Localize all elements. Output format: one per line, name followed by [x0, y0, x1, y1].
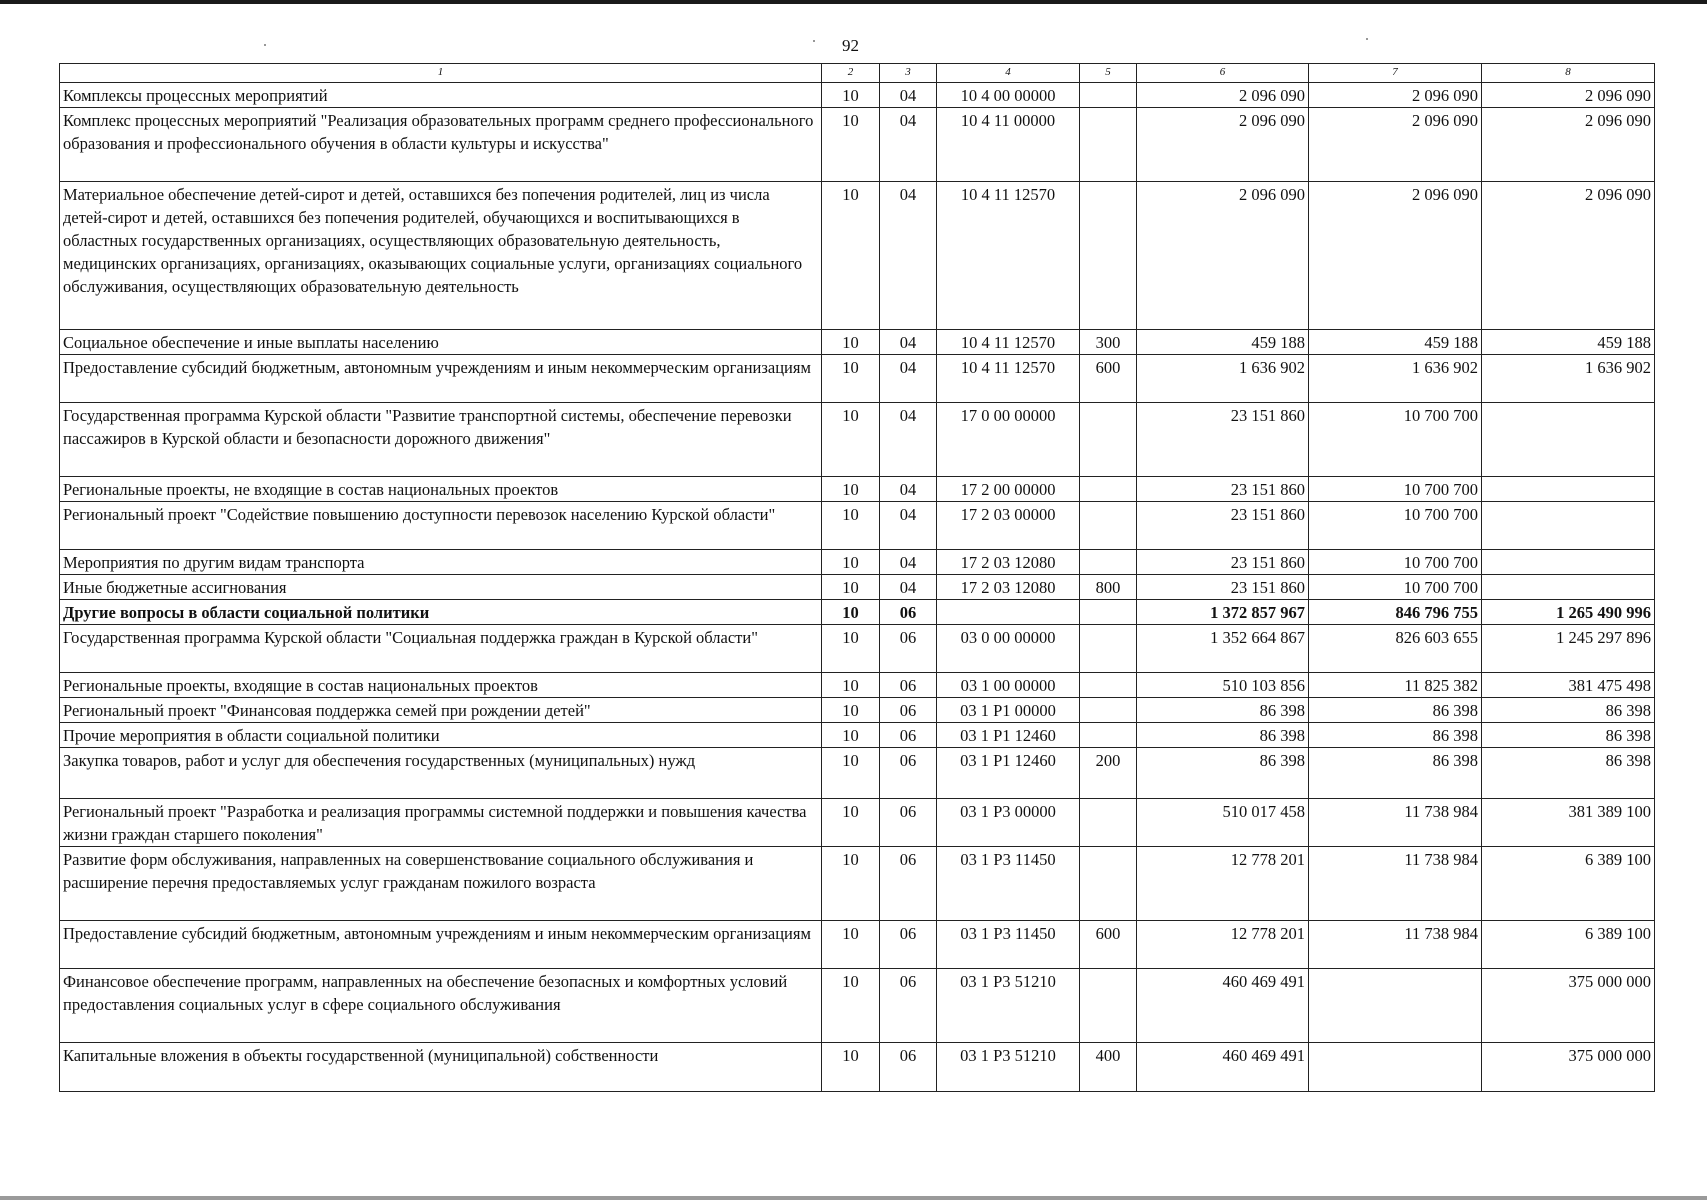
expense-type-code: 600: [1080, 355, 1137, 403]
expense-type-code: [1080, 403, 1137, 477]
amount-col-6: 1 352 664 867: [1137, 625, 1309, 673]
target-article-code: 03 1 P3 11450: [937, 847, 1080, 921]
amount-col-8: 2 096 090: [1482, 83, 1655, 108]
amount-col-7: 459 188: [1309, 330, 1482, 355]
amount-col-6: 1 636 902: [1137, 355, 1309, 403]
page-number-text: 92: [842, 36, 859, 55]
table-row: [60, 182, 1655, 330]
row-name: Финансовое обеспечение программ, направленных на обеспечение безопасных и комфортных условий предоставления социальных услуг в сфере социального обслуживания: [60, 969, 822, 1043]
section-code: 10: [822, 600, 880, 625]
row-name: Региональный проект "Финансовая поддержка семей при рождении детей": [60, 698, 822, 723]
subsection-code: 04: [880, 182, 937, 330]
table-row: [60, 600, 1655, 625]
amount-col-6: 2 096 090: [1137, 108, 1309, 182]
expense-type-code: [1080, 600, 1137, 625]
amount-col-8: 375 000 000: [1482, 1043, 1655, 1092]
amount-col-6: 23 151 860: [1137, 477, 1309, 502]
target-article-code: 03 1 P1 00000: [937, 698, 1080, 723]
expense-type-code: 800: [1080, 575, 1137, 600]
amount-col-8: 2 096 090: [1482, 108, 1655, 182]
expense-type-code: [1080, 698, 1137, 723]
row-name: Комплекс процессных мероприятий "Реализация образовательных программ среднего профессионального образования и профессионального обучения в области культуры и искусства": [60, 108, 822, 182]
amount-col-8: [1482, 403, 1655, 477]
table-row: [60, 748, 1655, 799]
subsection-code: 06: [880, 799, 937, 847]
table-row: [60, 550, 1655, 575]
subsection-code: 06: [880, 600, 937, 625]
budget-table: [59, 63, 1655, 1092]
section-code: 10: [822, 698, 880, 723]
amount-col-8: 2 096 090: [1482, 182, 1655, 330]
row-name: Региональный проект "Содействие повышению доступности перевозок населению Курской области": [60, 502, 822, 550]
subsection-code: 04: [880, 477, 937, 502]
column-number: 7: [1309, 64, 1482, 83]
table-row: [60, 477, 1655, 502]
table-row: [60, 921, 1655, 969]
amount-col-7: 2 096 090: [1309, 83, 1482, 108]
subsection-code: 06: [880, 673, 937, 698]
amount-col-7: 11 738 984: [1309, 921, 1482, 969]
row-name: Государственная программа Курской области "Социальная поддержка граждан в Курской области": [60, 625, 822, 673]
section-code: 10: [822, 921, 880, 969]
expense-type-code: 200: [1080, 748, 1137, 799]
amount-col-8: 1 245 297 896: [1482, 625, 1655, 673]
subsection-code: 04: [880, 108, 937, 182]
table-row: [60, 108, 1655, 182]
amount-col-6: 23 151 860: [1137, 403, 1309, 477]
amount-col-6: 12 778 201: [1137, 847, 1309, 921]
row-name: Предоставление субсидий бюджетным, автономным учреждениям и иным некоммерческим организациям: [60, 921, 822, 969]
section-code: 10: [822, 723, 880, 748]
amount-col-7: 2 096 090: [1309, 182, 1482, 330]
section-code: 10: [822, 799, 880, 847]
target-article-code: 10 4 11 12570: [937, 355, 1080, 403]
table-row: [60, 355, 1655, 403]
table-row: [60, 698, 1655, 723]
expense-type-code: [1080, 673, 1137, 698]
expense-type-code: 300: [1080, 330, 1137, 355]
column-number: 2: [822, 64, 880, 83]
section-code: 10: [822, 575, 880, 600]
table-row: [60, 502, 1655, 550]
row-name: Другие вопросы в области социальной политики: [60, 600, 822, 625]
amount-col-7: 10 700 700: [1309, 403, 1482, 477]
row-name: Капитальные вложения в объекты государственной (муниципальной) собственности: [60, 1043, 822, 1092]
section-code: 10: [822, 673, 880, 698]
amount-col-7: [1309, 1043, 1482, 1092]
table-row: [60, 799, 1655, 847]
table-body: [60, 83, 1655, 1092]
subsection-code: 06: [880, 698, 937, 723]
expense-type-code: 600: [1080, 921, 1137, 969]
scan-edge-bottom: [0, 1196, 1707, 1200]
table-row: [60, 969, 1655, 1043]
row-name: Региональные проекты, не входящие в состав национальных проектов: [60, 477, 822, 502]
amount-col-6: 459 188: [1137, 330, 1309, 355]
scan-edge-top: [0, 0, 1707, 4]
subsection-code: 04: [880, 355, 937, 403]
amount-col-7: 2 096 090: [1309, 108, 1482, 182]
amount-col-8: 86 398: [1482, 748, 1655, 799]
subsection-code: 06: [880, 969, 937, 1043]
row-name: Предоставление субсидий бюджетным, автономным учреждениям и иным некоммерческим организациям: [60, 355, 822, 403]
expense-type-code: [1080, 502, 1137, 550]
subsection-code: 06: [880, 847, 937, 921]
row-name: Социальное обеспечение и иные выплаты населению: [60, 330, 822, 355]
section-code: 10: [822, 748, 880, 799]
table-row: [60, 847, 1655, 921]
amount-col-8: 1 636 902: [1482, 355, 1655, 403]
target-article-code: 17 0 00 00000: [937, 403, 1080, 477]
table-row: [60, 625, 1655, 673]
column-number: 3: [880, 64, 937, 83]
column-number: 8: [1482, 64, 1655, 83]
page-number: [0, 36, 1707, 56]
amount-col-8: [1482, 502, 1655, 550]
table-row: [60, 83, 1655, 108]
expense-type-code: 400: [1080, 1043, 1137, 1092]
column-number-row: [60, 64, 1655, 83]
subsection-code: 04: [880, 83, 937, 108]
amount-col-6: 1 372 857 967: [1137, 600, 1309, 625]
table-row: [60, 330, 1655, 355]
table-row: [60, 673, 1655, 698]
section-code: 10: [822, 83, 880, 108]
target-article-code: 03 1 P3 00000: [937, 799, 1080, 847]
amount-col-8: 6 389 100: [1482, 921, 1655, 969]
section-code: 10: [822, 1043, 880, 1092]
row-name: Развитие форм обслуживания, направленных на совершенствование социального обслуживания и расширение перечня предоставляемых услуг гражданам пожилого возраста: [60, 847, 822, 921]
section-code: 10: [822, 330, 880, 355]
amount-col-8: 1 265 490 996: [1482, 600, 1655, 625]
column-number: 4: [937, 64, 1080, 83]
row-name: Иные бюджетные ассигнования: [60, 575, 822, 600]
amount-col-8: [1482, 575, 1655, 600]
target-article-code: 03 0 00 00000: [937, 625, 1080, 673]
subsection-code: 06: [880, 723, 937, 748]
section-code: 10: [822, 477, 880, 502]
amount-col-7: 10 700 700: [1309, 477, 1482, 502]
target-article-code: 10 4 11 12570: [937, 330, 1080, 355]
amount-col-8: 375 000 000: [1482, 969, 1655, 1043]
amount-col-8: 459 188: [1482, 330, 1655, 355]
amount-col-7: 1 636 902: [1309, 355, 1482, 403]
expense-type-code: [1080, 550, 1137, 575]
column-number: 1: [60, 64, 822, 83]
expense-type-code: [1080, 723, 1137, 748]
amount-col-7: 10 700 700: [1309, 575, 1482, 600]
row-name: Региональный проект "Разработка и реализация программы системной поддержки и повышения качества жизни граждан старшего поколения": [60, 799, 822, 847]
subsection-code: 04: [880, 575, 937, 600]
target-article-code: 10 4 11 12570: [937, 182, 1080, 330]
subsection-code: 06: [880, 921, 937, 969]
expense-type-code: [1080, 625, 1137, 673]
amount-col-8: 6 389 100: [1482, 847, 1655, 921]
amount-col-8: 381 389 100: [1482, 799, 1655, 847]
target-article-code: 17 2 00 00000: [937, 477, 1080, 502]
amount-col-6: 510 103 856: [1137, 673, 1309, 698]
target-article-code: 17 2 03 00000: [937, 502, 1080, 550]
target-article-code: 03 1 00 00000: [937, 673, 1080, 698]
section-code: 10: [822, 625, 880, 673]
amount-col-8: 86 398: [1482, 723, 1655, 748]
target-article-code: 03 1 P3 51210: [937, 1043, 1080, 1092]
target-article-code: [937, 600, 1080, 625]
row-name: Мероприятия по другим видам транспорта: [60, 550, 822, 575]
table-row: [60, 1043, 1655, 1092]
table-row: [60, 723, 1655, 748]
subsection-code: 06: [880, 748, 937, 799]
amount-col-7: 10 700 700: [1309, 550, 1482, 575]
amount-col-6: 2 096 090: [1137, 182, 1309, 330]
column-number: 5: [1080, 64, 1137, 83]
expense-type-code: [1080, 182, 1137, 330]
row-name: Закупка товаров, работ и услуг для обеспечения государственных (муниципальных) нужд: [60, 748, 822, 799]
expense-type-code: [1080, 108, 1137, 182]
amount-col-8: 381 475 498: [1482, 673, 1655, 698]
amount-col-6: 86 398: [1137, 723, 1309, 748]
target-article-code: 17 2 03 12080: [937, 550, 1080, 575]
subsection-code: 04: [880, 403, 937, 477]
amount-col-8: [1482, 550, 1655, 575]
amount-col-6: 23 151 860: [1137, 502, 1309, 550]
amount-col-7: 11 825 382: [1309, 673, 1482, 698]
subsection-code: 04: [880, 550, 937, 575]
expense-type-code: [1080, 847, 1137, 921]
amount-col-7: 11 738 984: [1309, 799, 1482, 847]
amount-col-6: 12 778 201: [1137, 921, 1309, 969]
column-number: 6: [1137, 64, 1309, 83]
amount-col-6: 2 096 090: [1137, 83, 1309, 108]
section-code: 10: [822, 182, 880, 330]
target-article-code: 03 1 P1 12460: [937, 723, 1080, 748]
section-code: 10: [822, 355, 880, 403]
amount-col-7: 86 398: [1309, 748, 1482, 799]
amount-col-6: 23 151 860: [1137, 575, 1309, 600]
target-article-code: 03 1 P3 51210: [937, 969, 1080, 1043]
subsection-code: 04: [880, 502, 937, 550]
expense-type-code: [1080, 799, 1137, 847]
section-code: 10: [822, 969, 880, 1043]
amount-col-8: [1482, 477, 1655, 502]
subsection-code: 06: [880, 1043, 937, 1092]
section-code: 10: [822, 502, 880, 550]
target-article-code: 03 1 P3 11450: [937, 921, 1080, 969]
amount-col-7: 826 603 655: [1309, 625, 1482, 673]
amount-col-6: 460 469 491: [1137, 1043, 1309, 1092]
row-name: Региональные проекты, входящие в состав национальных проектов: [60, 673, 822, 698]
row-name: Материальное обеспечение детей-сирот и детей, оставшихся без попечения родителей, лиц из числа детей-сирот и детей, оставшихся без попечения родителей, обучающихся и воспитывающихся в областных государственных организациях, осуществляющих образовательную деятельность, медицинских организациях, организациях, оказывающих социальные услуги, организациях социального обслуживания, осуществляющих образовательную деятельность: [60, 182, 822, 330]
subsection-code: 04: [880, 330, 937, 355]
amount-col-7: 846 796 755: [1309, 600, 1482, 625]
section-code: 10: [822, 847, 880, 921]
amount-col-6: 460 469 491: [1137, 969, 1309, 1043]
row-name: Государственная программа Курской области "Развитие транспортной системы, обеспечение перевозки пассажиров в Курской области и безопасности дорожного движения": [60, 403, 822, 477]
expense-type-code: [1080, 969, 1137, 1043]
target-article-code: 03 1 P1 12460: [937, 748, 1080, 799]
table-row: [60, 403, 1655, 477]
subsection-code: 06: [880, 625, 937, 673]
amount-col-6: 86 398: [1137, 698, 1309, 723]
amount-col-6: 86 398: [1137, 748, 1309, 799]
section-code: 10: [822, 550, 880, 575]
target-article-code: 17 2 03 12080: [937, 575, 1080, 600]
expense-type-code: [1080, 83, 1137, 108]
target-article-code: 10 4 00 00000: [937, 83, 1080, 108]
amount-col-8: 86 398: [1482, 698, 1655, 723]
amount-col-7: 86 398: [1309, 698, 1482, 723]
amount-col-6: 23 151 860: [1137, 550, 1309, 575]
amount-col-6: 510 017 458: [1137, 799, 1309, 847]
amount-col-7: 10 700 700: [1309, 502, 1482, 550]
target-article-code: 10 4 11 00000: [937, 108, 1080, 182]
row-name: Комплексы процессных мероприятий: [60, 83, 822, 108]
amount-col-7: [1309, 969, 1482, 1043]
row-name: Прочие мероприятия в области социальной политики: [60, 723, 822, 748]
expense-type-code: [1080, 477, 1137, 502]
section-code: 10: [822, 108, 880, 182]
table-row: [60, 575, 1655, 600]
section-code: 10: [822, 403, 880, 477]
amount-col-7: 86 398: [1309, 723, 1482, 748]
amount-col-7: 11 738 984: [1309, 847, 1482, 921]
